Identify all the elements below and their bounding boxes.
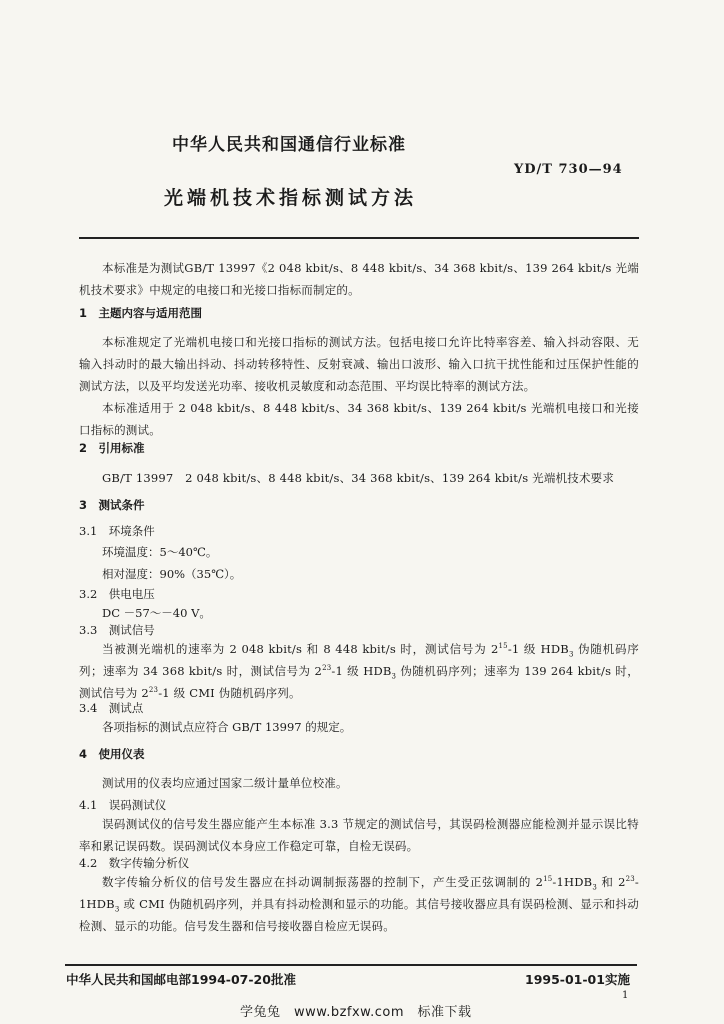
section-1-heading: 1 主题内容与适用范围 bbox=[79, 306, 203, 320]
environment-temperature: 环境温度：5～40℃。 bbox=[102, 545, 218, 559]
section-4-paragraph: 测试用的仪表均应通过国家二级计量单位校准。 bbox=[102, 776, 348, 790]
implementation-date: 1995-01-01实施 bbox=[525, 972, 630, 987]
supply-voltage: DC －57～－40 V。 bbox=[102, 606, 211, 620]
intro-paragraph: 本标准是为测试GB/T 13997《2 048 kbit/s、8 448 kbit/s、34 368 kbit/s、139 264 kbit/s 光端机技术要求》中规定的电接口和光接口指标而制定的。 bbox=[79, 261, 639, 297]
section-1-paragraph-2: 本标准适用于 2 048 kbit/s、8 448 kbit/s、34 368 kbit/s、139 264 kbit/s 光端机电接口和光接口指标的测试。 bbox=[79, 401, 639, 437]
section-1-paragraph-1: 本标准规定了光端机电接口和光接口指标的测试方法。包括电接口允许比特率容差、输入抖动容限、无输入抖动时的最大输出抖动、抖动转移特性、反射衰减、输出口波形、输入口抗干扰性能和过压保护性能的测试方法，以及平均发送光功率、接收机灵敏度和动态范围、平均误比特率的测试方法。 bbox=[79, 335, 639, 393]
section-4-2-heading: 4.2 数字传输分析仪 bbox=[79, 856, 190, 870]
document-title: 光端机技术指标测试方法 bbox=[164, 187, 418, 209]
section-2-heading: 2 引用标准 bbox=[79, 441, 145, 455]
section-3-1-heading: 3.1 环境条件 bbox=[79, 524, 155, 538]
header-divider bbox=[79, 237, 639, 239]
section-3-2-heading: 3.2 供电电压 bbox=[79, 587, 155, 601]
section-4-1-heading: 4.1 误码测试仪 bbox=[79, 798, 167, 812]
section-3-3-paragraph: 当被测光端机的速率为 2 048 kbit/s 和 8 448 kbit/s 时，测试信号为 $2^{15}-1$ 级 $HDB_3$ 伪随机码序列；速率为 34 368 kbit/s 时，测试信号为 $2^{23}-1$ 级 $HDB_3$ 伪随机码序列；速率为 139 264 kbit/s 时，测试信号为 $2^{23}-1$ 级 CMI 伪随机码序列。 bbox=[79, 642, 639, 700]
section-3-heading: 3 测试条件 bbox=[79, 498, 145, 512]
page-number: 1 bbox=[622, 990, 629, 1001]
section-3-4-heading: 3.4 测试点 bbox=[79, 701, 144, 715]
section-2-reference: GB/T 13997 2 048 kbit/s、8 448 kbit/s、34 368 kbit/s、139 264 kbit/s 光端机技术要求 bbox=[102, 471, 615, 485]
section-4-1-paragraph: 误码测试仪的信号发生器应能产生本标准 3.3 节规定的测试信号，其误码检测器应能检测并显示误比特率和累记误码数。误码测试仪本身应工作稳定可靠，自检无误码。 bbox=[79, 817, 639, 853]
section-3-4-text: 各项指标的测试点应符合 GB/T 13997 的规定。 bbox=[102, 720, 352, 734]
issuing-body-title: 中华人民共和国通信行业标准 bbox=[172, 135, 406, 155]
approval-line: 中华人民共和国邮电部1994-07-20批准 bbox=[66, 972, 296, 987]
standard-number: YD/T 730—94 bbox=[514, 162, 623, 177]
watermark: 学兔兔 www.bzfxw.com 标准下载 bbox=[240, 1005, 472, 1020]
section-3-3-heading: 3.3 测试信号 bbox=[79, 623, 155, 637]
relative-humidity: 相对湿度：90%（35℃）。 bbox=[102, 567, 242, 581]
section-4-2-paragraph: 数字传输分析仪的信号发生器应在抖动调制振荡器的控制下，产生受正弦调制的 $2^{15}-1HDB_3$ 和 $2^{23}-1HDB_3$ 或 CMI 伪随机码序列，并具有抖动检测和显示的功能。其信号接收器应具有误码检测、显示和抖动检测、显示的功能。信号发生器和信号接收器自检应无误码。 bbox=[79, 875, 639, 933]
footer-divider bbox=[65, 964, 637, 966]
section-4-heading: 4 使用仪表 bbox=[79, 747, 145, 761]
